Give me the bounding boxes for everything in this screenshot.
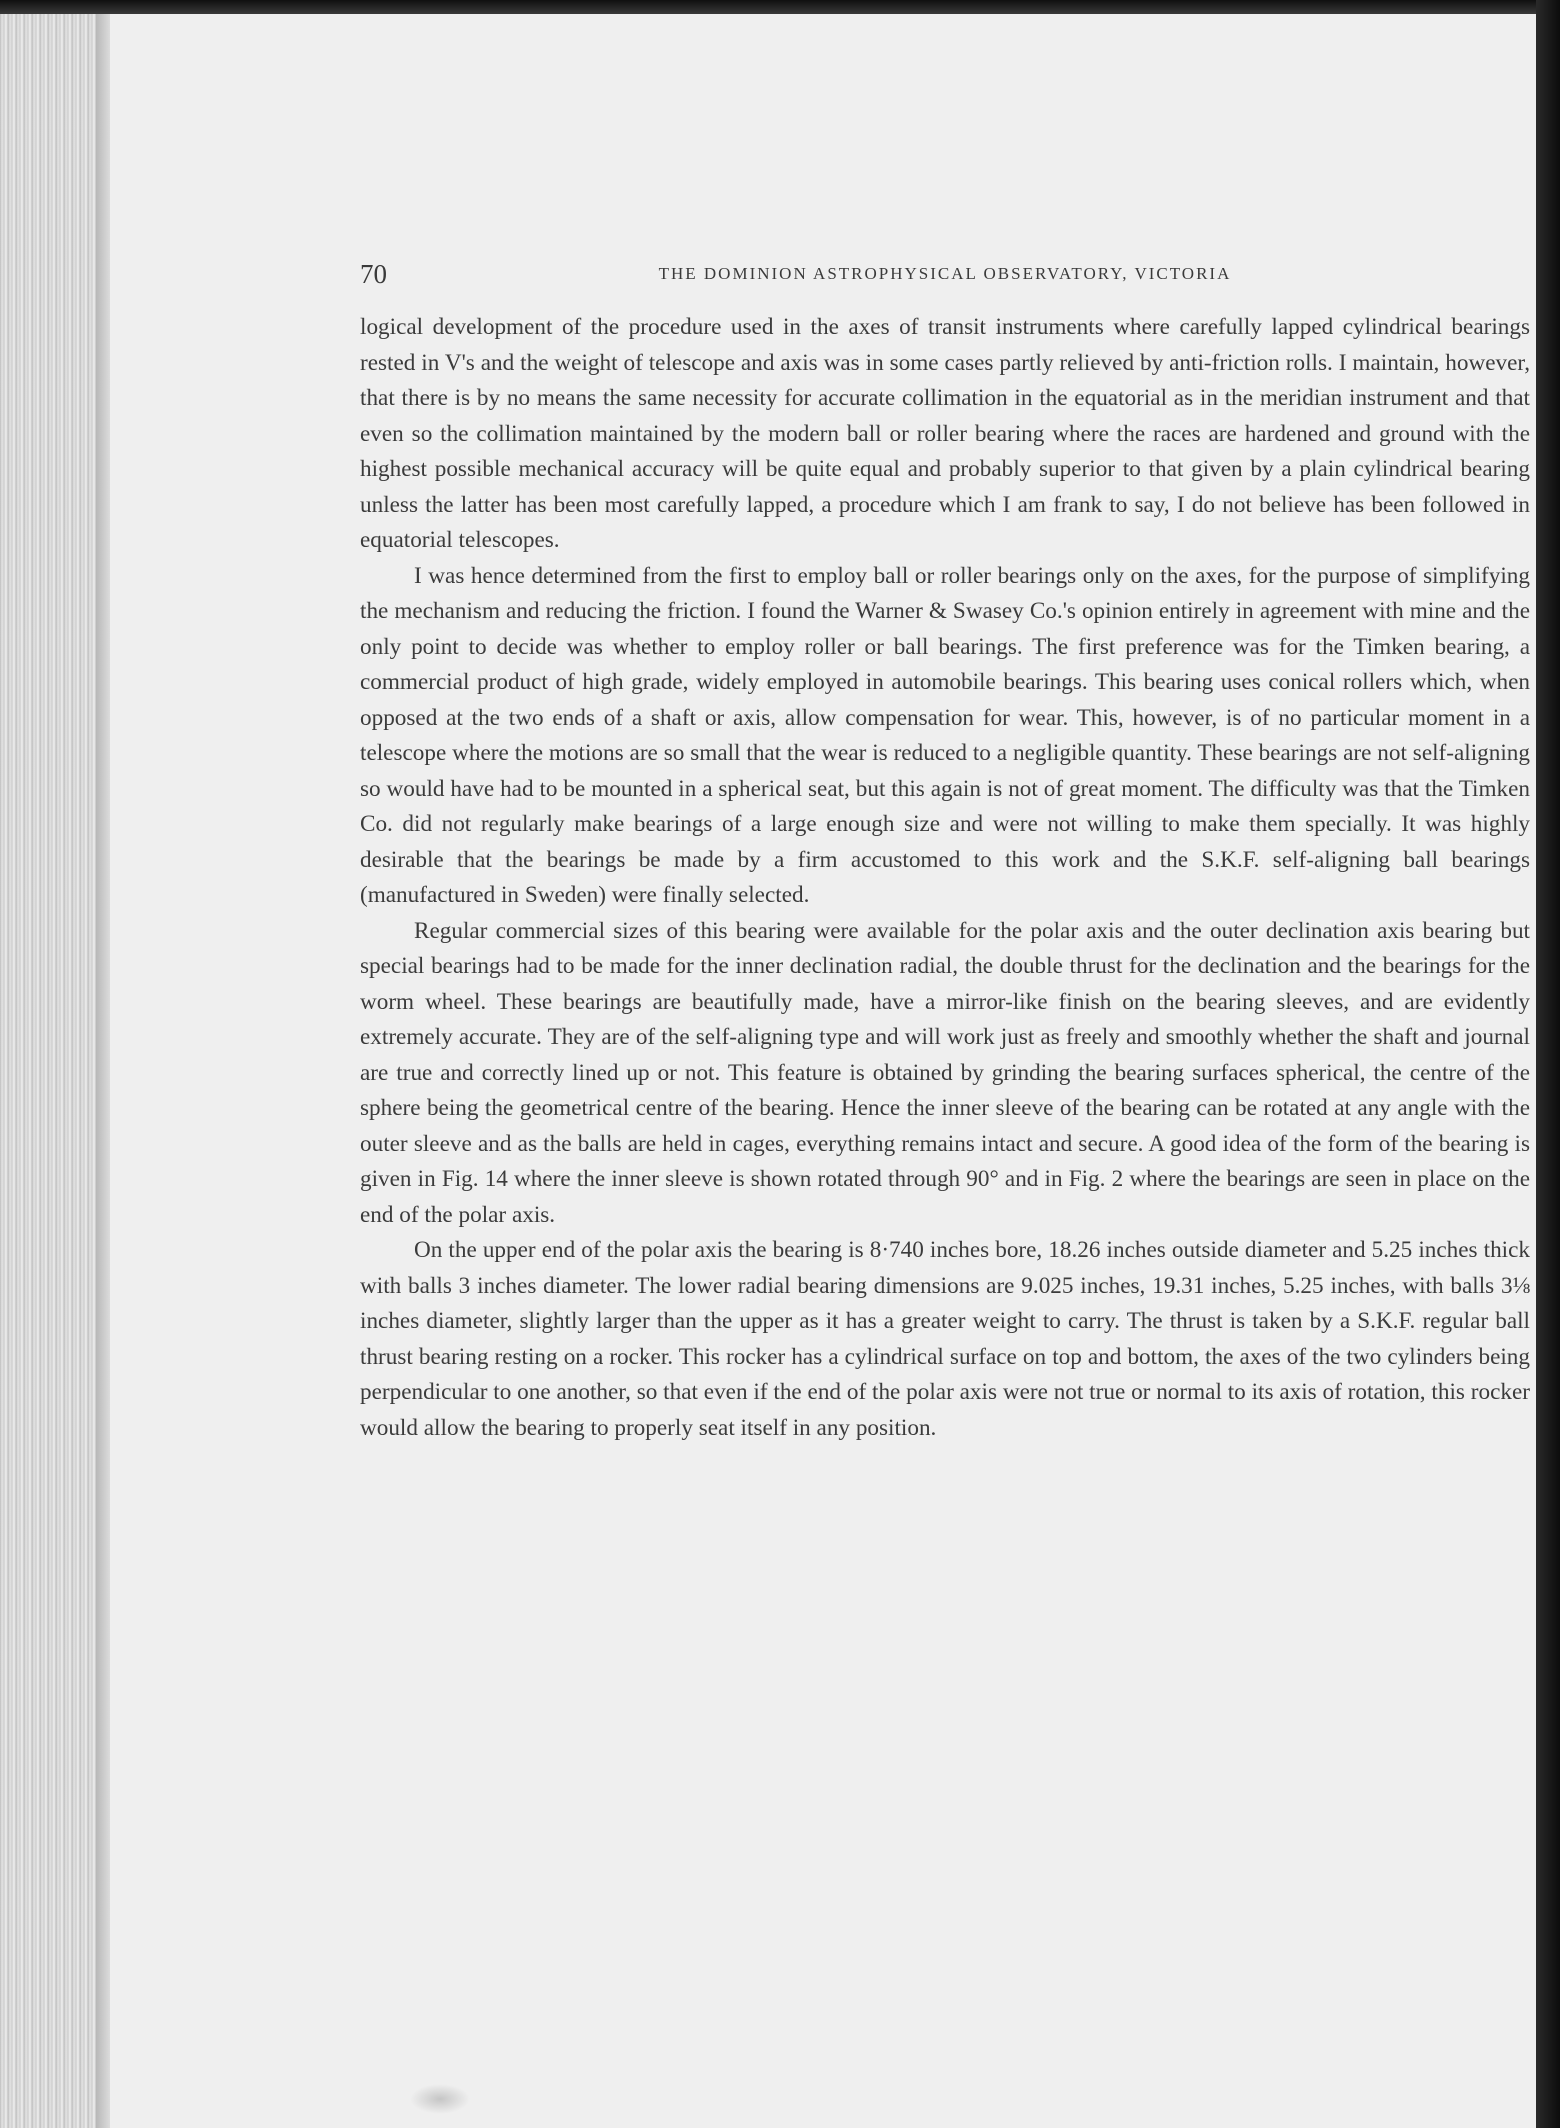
- scan-smudge: [410, 2084, 470, 2114]
- page-stack-edges: [0, 0, 106, 2128]
- book-page: [110, 14, 1536, 2128]
- scanner-frame-right: [1536, 0, 1560, 2128]
- paragraph: On the upper end of the polar axis the bearing is 8·740 inches bore, 18.26 inches outside diameter and 5.25 inches thick with balls 3 inches diameter. The lower radial bearing dimensions are 9.025 inches, 19.31 inches, 5.25 inches, with balls 3⅛ inches diameter, slightly larger than the upper as it has a greater weight to carry. The thrust is taken by a S.K.F. regular ball thrust bearing resting on a rocker. This rocker has a cylindrical surface on top and bottom, the axes of the two cylinders being perpendicular to one another, so that even if the end of the polar axis were not true or normal to its axis of rotation, this rocker would allow the bearing to properly seat itself in any position.: [360, 1237, 1530, 1441]
- scanner-frame-top: [0, 0, 1560, 14]
- paragraph: Regular commercial sizes of this bearing were available for the polar axis and the outer declination axis bearing but special bearings had to be made for the inner declination radial, the double thrust for the declination and the bearings for the worm wheel. These bearings are beautifully made, have a mirror-like finish on the bearing sleeves, and are evidently extremely accurate. They are of the self-aligning type and will work just as freely and smoothly whether the shaft and journal are true and correctly lined up or not. This feature is obtained by grinding the bearing surfaces spherical, the centre of the sphere being the geometrical centre of the bearing. Hence the inner sleeve of the bearing can be rotated at any angle with the outer sleeve and as the balls are held in cages, everything remains intact and secure. A good idea of the form of the bearing is given in Fig. 14 where the inner sleeve is shown rotated through 90° and in Fig. 2 where the bearings are seen in place on the end of the polar axis.: [360, 917, 1530, 1228]
- body-text: [360, 310, 1530, 1446]
- page-number: 70: [360, 259, 387, 289]
- paragraph: I was hence determined from the first to employ ball or roller bearings only on the axes, for the purpose of simplifying the mechanism and reducing the friction. I found the Warner & Swasey Co.'s opinion entirely in agreement with mine and the only point to decide was whether to employ roller or ball bearings. The first preference was for the Timken bearing, a commercial product of high grade, widely employed in automobile bearings. This bearing uses conical rollers which, when opposed at the two ends of a shaft or axis, allow compensation for wear. This, however, is of no particular moment in a telescope where the motions are so small that the wear is reduced to a negligible quantity. These bearings are not self-aligning so would have had to be mounted in a spherical seat, but this again is not of great moment. The difficulty was that the Timken Co. did not regularly make bearings of a large enough size and were not willing to make them specially. It was highly desirable that the bearings be made by a firm accustomed to this work and the S.K.F. self-aligning ball bearings (manufactured in Sweden) were finally selected.: [360, 562, 1530, 908]
- paragraph: logical development of the procedure used in the axes of transit instruments where carefully lapped cylindrical bearings rested in V's and the weight of telescope and axis was in some cases partly relieved by anti-friction rolls. I maintain, however, that there is by no means the same necessity for accurate collimation in the equatorial as in the meridian instrument and that even so the collimation maintained by the modern ball or roller bearing where the races are hardened and ground with the highest possible mechanical accuracy will be quite equal and probably superior to that given by a plain cylindrical bearing unless the latter has been most carefully lapped, a procedure which I am frank to say, I do not believe has been followed in equatorial telescopes.: [360, 314, 1530, 553]
- page-header: [360, 254, 1530, 294]
- running-title: THE DOMINION ASTROPHYSICAL OBSERVATORY, VICTORIA: [658, 264, 1232, 283]
